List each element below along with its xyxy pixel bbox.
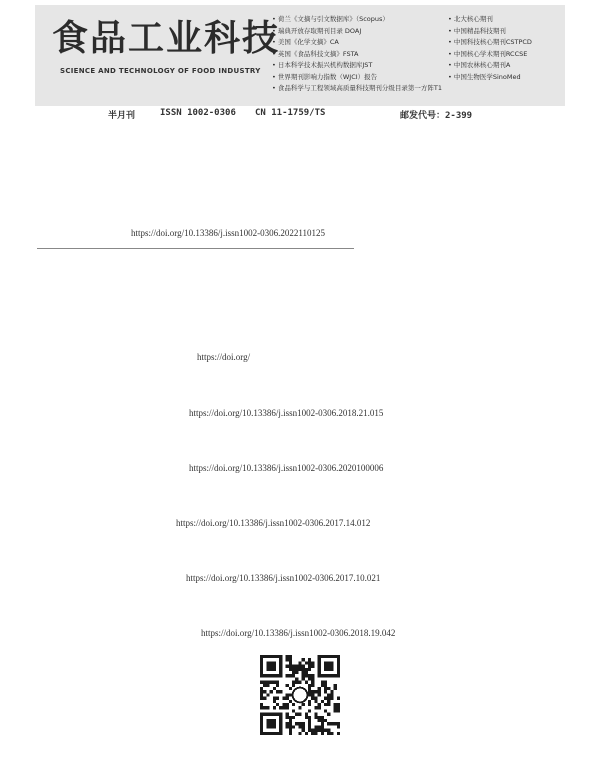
journal-title-logo: 食品工业科技	[52, 17, 281, 59]
reference-doi-link[interactable]: https://doi.org/10.13386/j.issn1002-0306.2018.19.042	[201, 628, 396, 638]
indexing-item: • 美国《化学文摘》CA	[272, 37, 442, 49]
indexing-item: • 瑞典开放存取期刊目录 DOAJ	[272, 26, 442, 38]
footnote-divider	[37, 248, 354, 249]
reference-doi-link[interactable]: https://doi.org/10.13386/j.issn1002-0306.2020100006	[189, 463, 384, 473]
reference-doi-link[interactable]: https://doi.org/10.13386/j.issn1002-0306.2017.10.021	[186, 573, 381, 583]
indexing-item: • 中国科技核心期刊CSTPCD	[448, 37, 532, 49]
postal-distribution-code: 邮发代号：2-399	[400, 111, 473, 121]
indexing-item: • 世界期刊影响力指数（WJCI）报告	[272, 72, 442, 84]
indexing-item: • 中国农林核心期刊A	[448, 60, 532, 72]
article-doi-link[interactable]: https://doi.org/10.13386/j.issn1002-0306.2022110125	[131, 228, 326, 238]
publication-frequency: 半月刊	[108, 111, 136, 121]
reference-doi-link[interactable]: https://doi.org/	[197, 352, 251, 362]
indexing-item: • 食品科学与工程领域高质量科技期刊分级目录第一方阵T1	[272, 83, 442, 95]
indexing-item: • 日本科学技术振兴机构数据库JST	[272, 60, 442, 72]
indexing-list-left	[272, 14, 442, 95]
indexing-item: • 英国《食品科技文摘》FSTA	[272, 49, 442, 61]
indexing-item: • 中国核心学术期刊RCCSE	[448, 49, 532, 61]
indexing-item: • 中国生物医学SinoMed	[448, 72, 532, 84]
journal-english-title: SCIENCE AND TECHNOLOGY OF FOOD INDUSTRY	[60, 67, 261, 75]
indexing-item: • 荷兰《文摘与引文数据库》（Scopus）	[272, 14, 442, 26]
cn-number: CN 11-1759/TS	[255, 108, 326, 118]
qr-code-image	[260, 655, 340, 735]
indexing-item: • 中国精品科技期刊	[448, 26, 532, 38]
indexing-list-right	[448, 14, 532, 83]
reference-doi-link[interactable]: https://doi.org/10.13386/j.issn1002-0306.2018.21.015	[189, 408, 384, 418]
indexing-item: • 北大核心期刊	[448, 14, 532, 26]
reference-doi-link[interactable]: https://doi.org/10.13386/j.issn1002-0306.2017.14.012	[176, 518, 371, 528]
issn-number: ISSN 1002-0306	[160, 108, 236, 118]
